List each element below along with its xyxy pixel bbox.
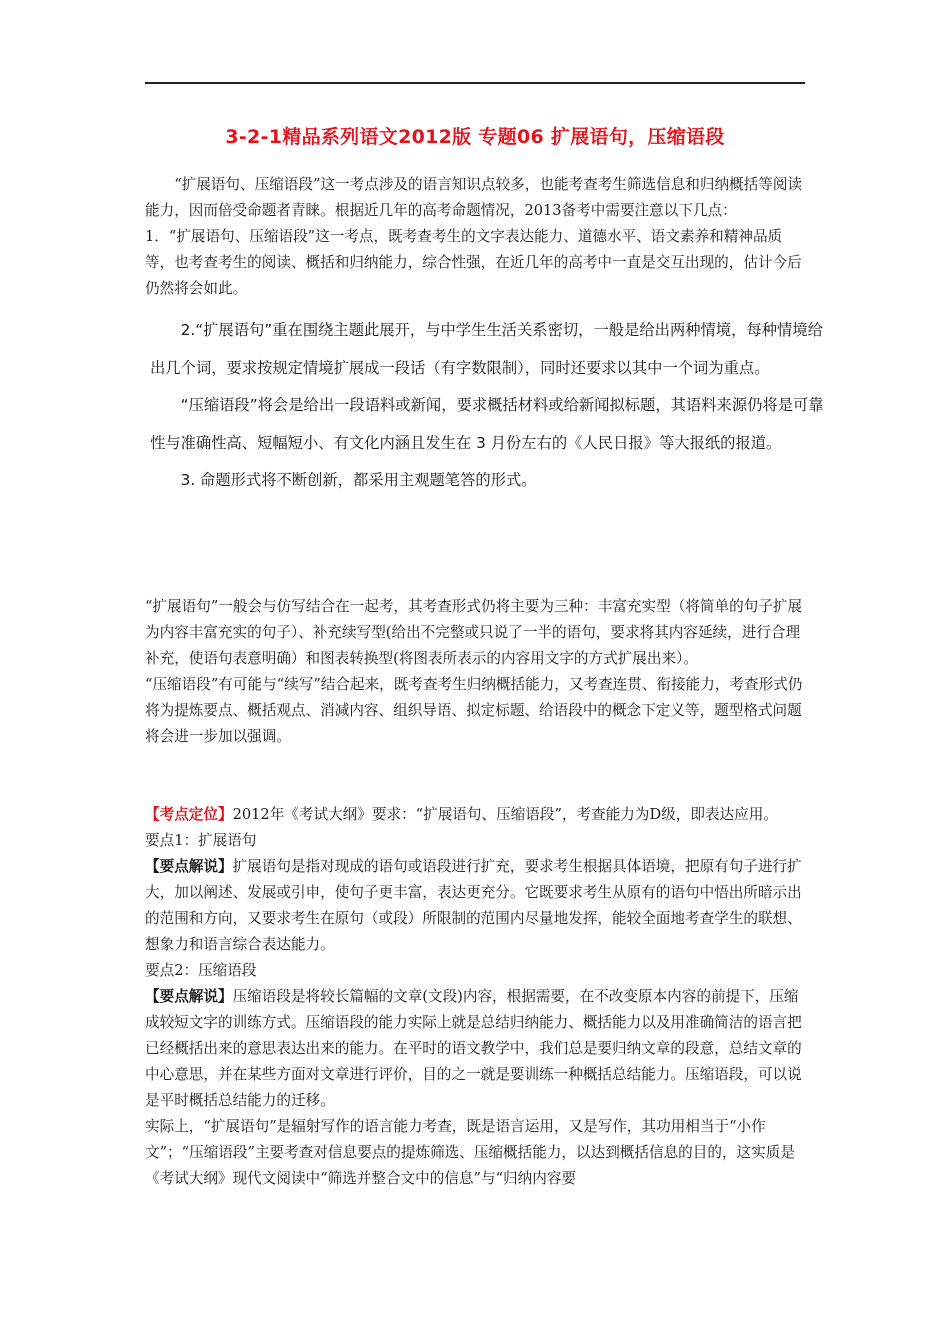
yaodian-2-heading: 要点2：压缩语段 — [145, 962, 257, 979]
yaodian-1-label: 【要点解说】 — [145, 858, 233, 875]
yaodian-2-paragraph — [145, 984, 809, 1114]
yaodian-1-heading: 要点1：扩展语句 — [145, 832, 257, 849]
compress-forms-paragraph: “压缩语段”有可能与“续写”结合起来，既考查考生归纳概括能力，又考查连贯、衔接能力，考查形式仍将为提炼要点、概括观点、消减内容、组织导语、拟定标题、给语段中的概念下定义等，题型格式问题将会进一步加以强调。 — [145, 676, 803, 745]
document-title: 3-2-1精品系列语文2012版 专题06 扩展语句，压缩语段 — [225, 126, 725, 148]
scanned-point-3: 3. 命题形式将不断创新，都采用主观题笔答的形式。 — [180, 471, 537, 489]
yaodian-2-text: 压缩语段是将较长篇幅的文章(文段)内容，根据需要，在不改变原本内容的前提下，压缩成较短文字的训练方式。压缩语段的能力实际上就是总结归纳能力、概括能力以及用准确简洁的语言把已经概括出来的意思表达出来的能力。在平时的语文教学中，我们总是要归纳文章的段意，总结文章的中心意思，并在某些方面对文章进行评价，目的之一就是要训练一种概括总结能力。压缩语段，可以说是平时概括总结能力的迁移。 — [145, 988, 802, 1109]
kaodian-label: 【考点定位】 — [145, 806, 233, 823]
expand-forms-paragraph: “扩展语句”一般会与仿写结合在一起考，其考查形式仍将主要为三种：丰富充实型（将简单的句子扩展为内容丰富充实的句子）、补充续写型(给出不完整或只说了一半的语句，要求将其内容延续，进行合理补充，使语句表意明确）和图表转换型(将图表所表示的内容用文字的方式扩展出来）。 — [145, 598, 803, 667]
kaodian-text: 2012年《考试大纲》要求：“扩展语句、压缩语段”，考查能力为D级，即表达应用。 — [232, 806, 778, 823]
yaodian-1-paragraph — [145, 854, 809, 958]
intro-section — [145, 172, 809, 302]
scanned-point-2: 2.“扩展语句”重在围绕主题此展开，与中学生生活关系密切，一般是给出两种情境，每种情境给出几个词，要求按规定情境扩展成一段话（有字数限制），同时还要求以其中一个词为重点。 — [150, 321, 823, 377]
kaodian-paragraph — [145, 802, 809, 828]
yaodian-2-label: 【要点解说】 — [145, 988, 233, 1005]
intro-paragraph: “扩展语句、压缩语段”这一考点涉及的语言知识点较多，也能考查考生筛选信息和归纳概括等阅读能力，因而倍受命题者青睐。根据近几年的高考命题情况，2013备考中需要注意以下几点： — [145, 176, 803, 219]
details-section — [145, 802, 809, 1192]
header-rule — [145, 82, 805, 84]
scanned-compress-paragraph: “压缩语段”将会是给出一段语料或新闻，要求概括材料或给新闻拟标题，其语料来源仍将是可靠性与准确性高、短幅短小、有文化内涵且发生在 3 月份左右的《人民日报》等大报纸的报道。 — [150, 396, 824, 452]
forms-section — [145, 594, 809, 750]
point-1-paragraph: 1．“扩展语句、压缩语段”这一考点，既考查考生的文字表达能力、道德水平、语文素养和精神品质等，也考查考生的阅读、概括和归纳能力，综合性强，在近几年的高考中一直是交互出现的，估计今后仍然将会如此。 — [145, 228, 802, 297]
scanned-excerpt — [150, 312, 825, 500]
closing-paragraph: 实际上，“扩展语句”是辐射写作的语言能力考查，既是语言运用，又是写作，其功用相当于“小作文”；“压缩语段”主要考查对信息要点的提炼筛选、压缩概括能力，以达到概括信息的目的，这实质是《考试大纲》现代文阅读中“筛选并整合文中的信息”与“归纳内容要 — [145, 1118, 795, 1187]
yaodian-1-text: 扩展语句是指对现成的语句或语段进行扩充，要求考生根据具体语境，把原有句子进行扩大，加以阐述、发展或引申，使句子更丰富，表达更充分。它既要求考生从原有的语句中悟出所暗示出的范围和方向，又要求考生在原句（或段）所限制的范围内尽量地发挥，能较全面地考查学生的联想、想象力和语言综合表达能力。 — [145, 858, 802, 953]
